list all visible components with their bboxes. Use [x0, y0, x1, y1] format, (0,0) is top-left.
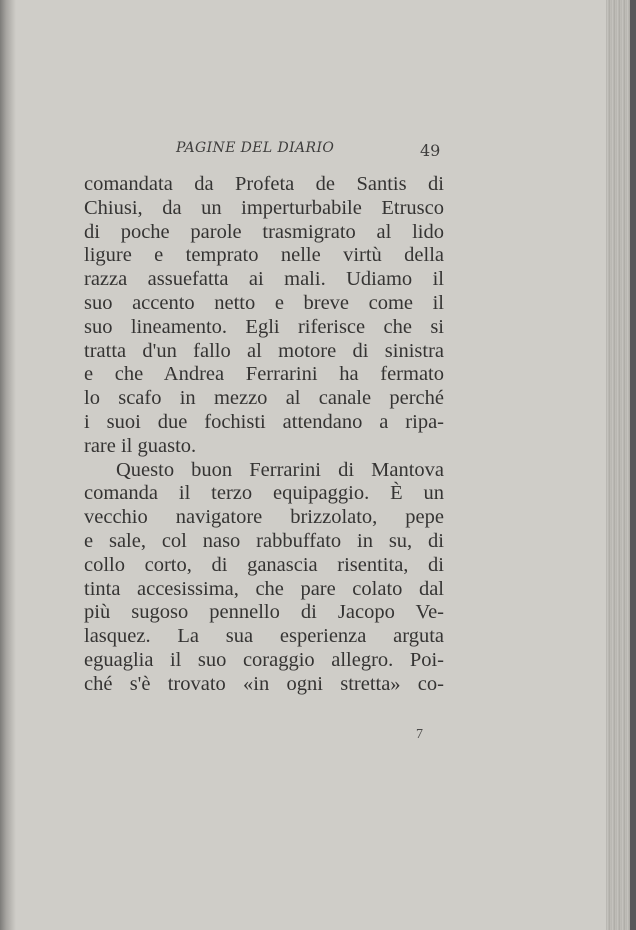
- text-line: i suoi due fochisti attendano a ripa-: [84, 410, 444, 433]
- text-line: Chiusi, da un imperturbabile Etrusco: [84, 196, 444, 219]
- text-line: di poche parole trasmigrato al lido: [84, 220, 444, 243]
- running-title: PAGINE DEL DIARIO: [176, 140, 335, 156]
- text-line: e sale, col naso rabbuffato in su, di: [84, 529, 444, 552]
- text-line: collo corto, di ganascia risentita, di: [84, 553, 444, 576]
- text-line: più sugoso pennello di Jacopo Ve-: [84, 601, 444, 624]
- binding-shadow: [0, 0, 16, 930]
- text-line: eguaglia il suo coraggio allegro. Poi-: [84, 648, 444, 671]
- text-line: rare il guasto.: [84, 434, 197, 457]
- text-line: comanda il terzo equipaggio. È un: [84, 482, 444, 505]
- text-line: suo accento netto e breve come il: [84, 291, 444, 314]
- text-line: suo lineamento. Egli riferisce che si: [84, 315, 444, 338]
- page-number: 49: [420, 141, 441, 160]
- text-line: tinta accesissima, che pare colato dal: [84, 577, 444, 600]
- body-text: [84, 173, 444, 697]
- text-line: comandata da Profeta de Santis di: [84, 173, 444, 195]
- running-header: [176, 140, 441, 164]
- signature-mark: 7: [416, 727, 423, 742]
- text-line: lo scafo in mezzo al canale perché: [84, 387, 444, 410]
- text-line: ligure e temprato nelle virtù della: [84, 244, 444, 267]
- text-line: tratta d'un fallo al motore di sinistra: [84, 339, 444, 362]
- text-line: vecchio navigatore brizzolato, pepe: [84, 506, 444, 529]
- text-line: ché s'è trovato «in ogni stretta» co-: [84, 672, 444, 695]
- text-line: Questo buon Ferrarini di Mantova: [116, 458, 444, 481]
- text-line: razza assuefatta ai mali. Udiamo il: [84, 268, 444, 291]
- page-edge-shadow: [630, 0, 636, 930]
- text-line: lasquez. La sua esperienza arguta: [84, 625, 444, 648]
- text-line: e che Andrea Ferrarini ha fermato: [84, 363, 444, 386]
